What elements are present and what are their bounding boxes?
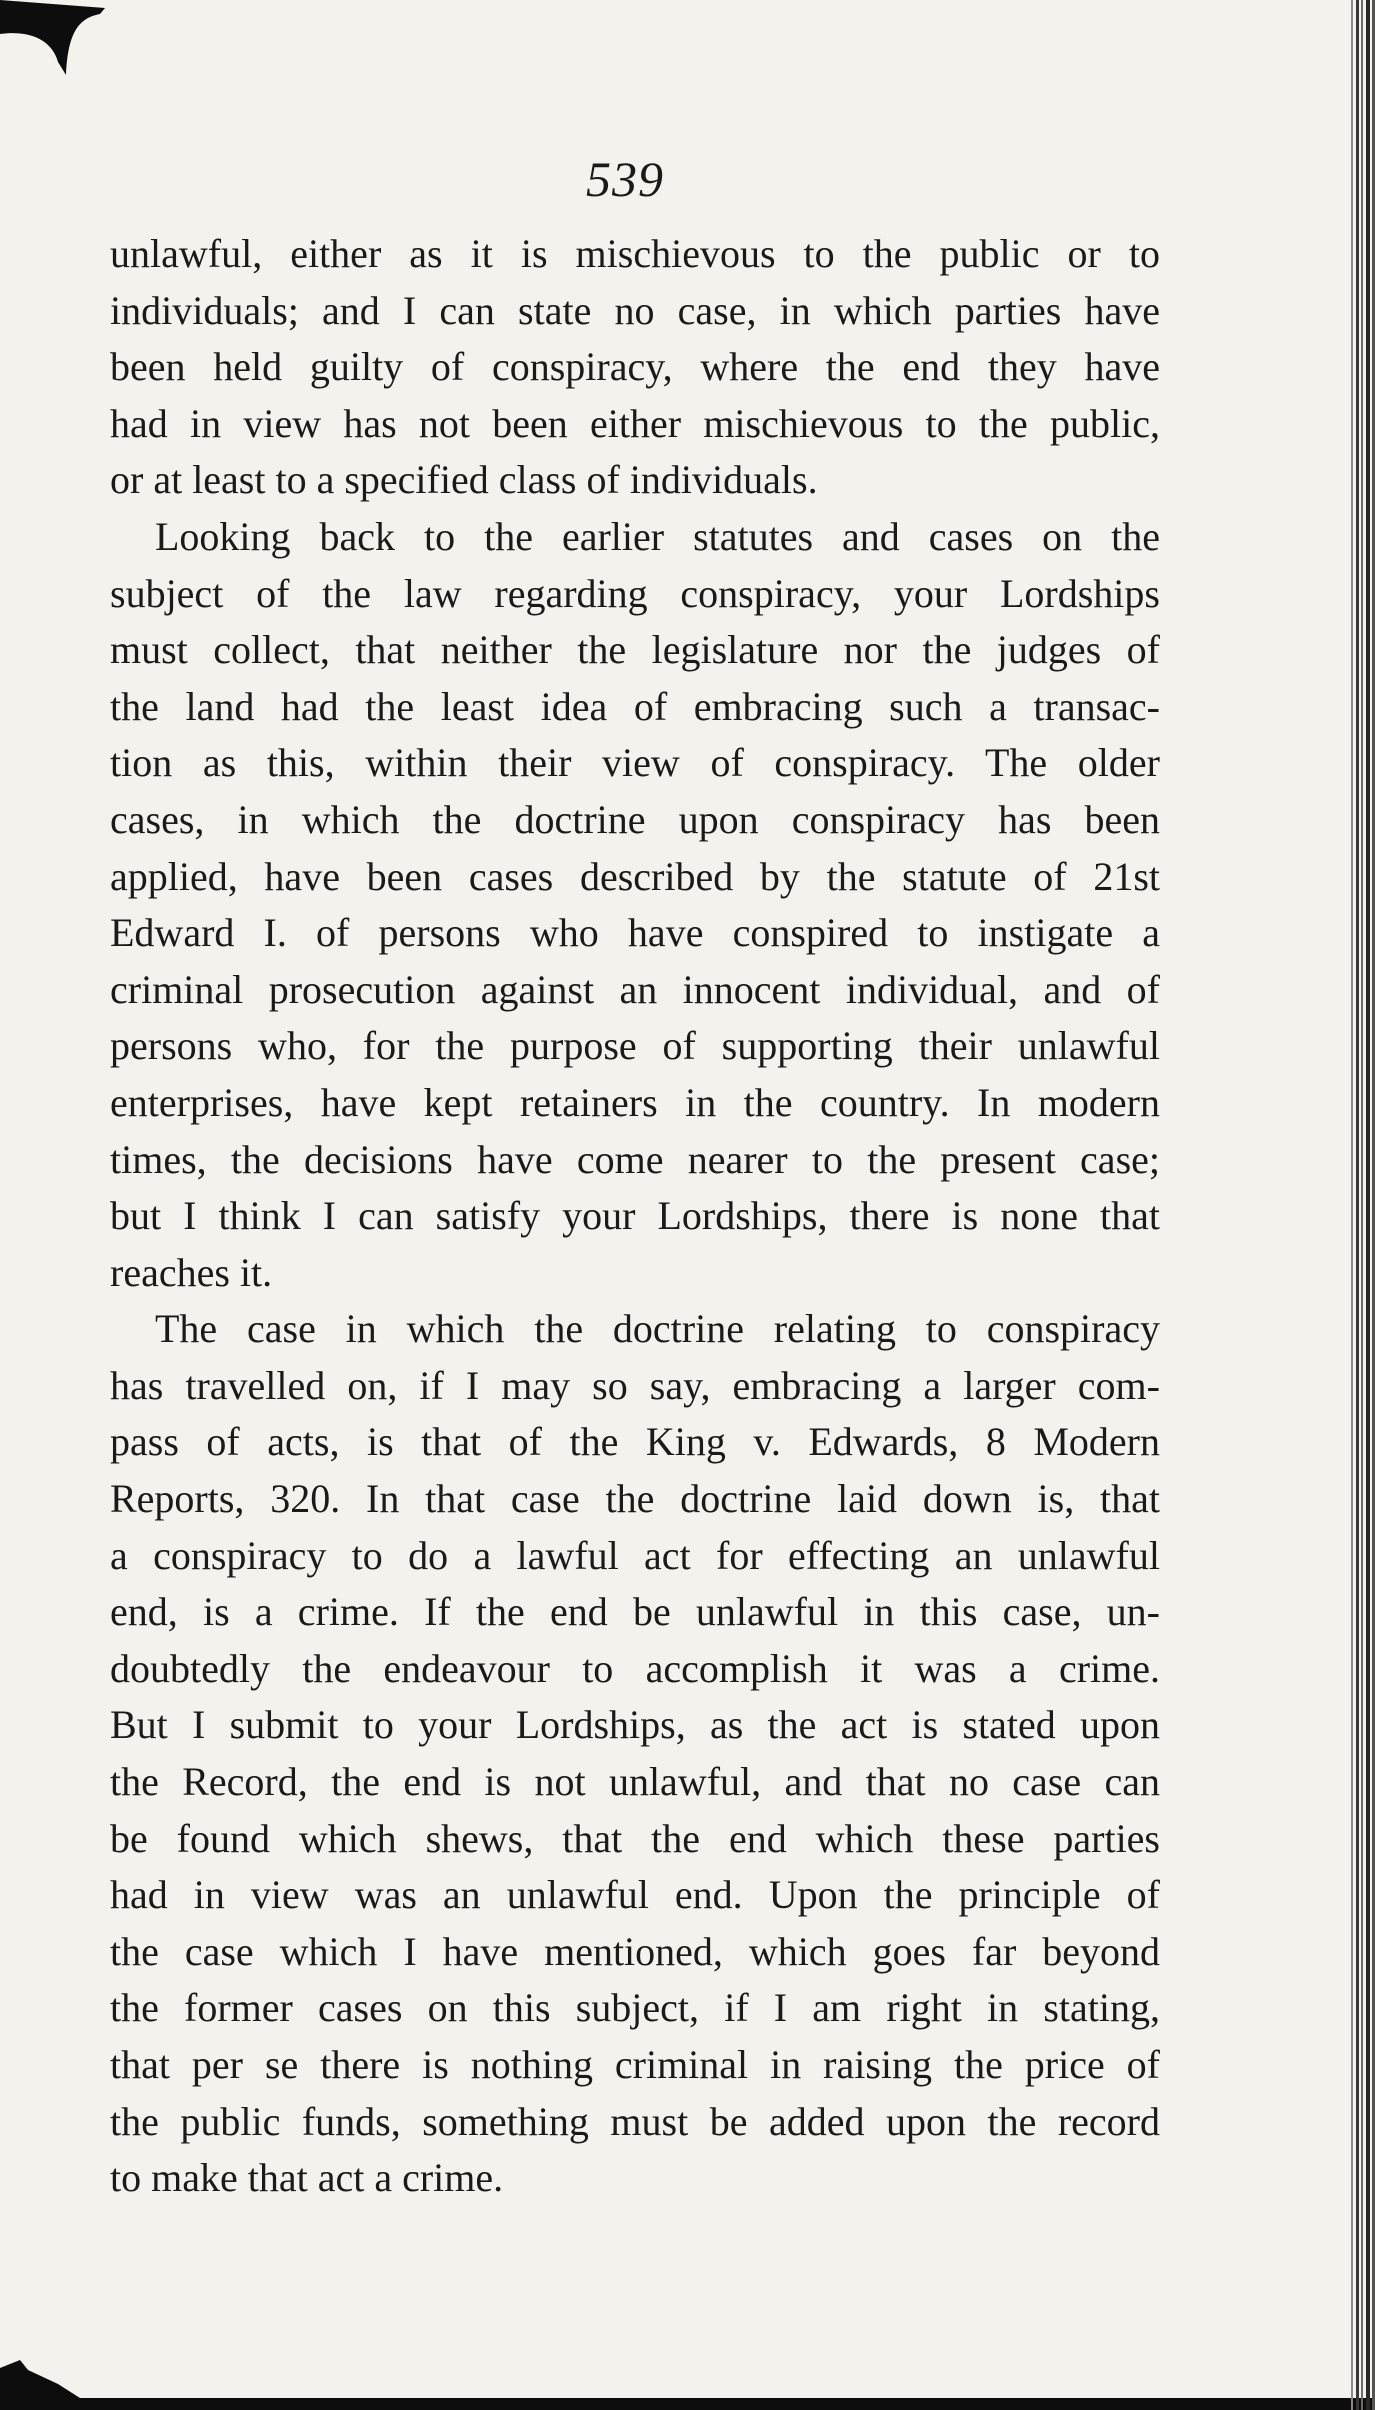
text-line: cases, in which the doctrine upon conspiracy has been — [110, 796, 1160, 842]
text-line: unlawful, either as it is mischievous to the public or to — [110, 231, 1160, 276]
text-line: doubtedly the endeavour to accomplish it was a crime. — [110, 1645, 1160, 1691]
corner-bracket-mark — [0, 0, 110, 80]
text-line: the Record, the end is not unlawful, and that no case can — [110, 1759, 1160, 1805]
text-line: be found which shews, that the end which these parties — [110, 1815, 1160, 1861]
text-line: persons who, for the purpose of supporting their unlawful — [110, 1023, 1160, 1069]
text-line: times, the decisions have come nearer to the present case; — [110, 1136, 1160, 1182]
text-line: a conspiracy to do a lawful act for effecting an unlawful — [110, 1532, 1160, 1578]
text-line: enterprises, have kept retainers in the country. In modern — [110, 1079, 1160, 1125]
text-line: or at least to a specified class of individuals. — [110, 457, 818, 503]
text-line: been held guilty of conspiracy, where the end they have — [110, 344, 1160, 390]
text-line: reaches it. — [110, 1249, 273, 1295]
text-line: had in view has not been either mischievous to the public, — [110, 400, 1160, 446]
text-line: but I think I can satisfy your Lordships, there is none that — [110, 1193, 1160, 1239]
text-line: applied, have been cases described by the statute of 21st — [110, 853, 1160, 899]
text-line: criminal prosecution against an innocent individual, and of — [110, 966, 1160, 1012]
text-line: pass of acts, is that of the King v. Edwards, 8 Modern — [110, 1419, 1160, 1465]
text-line: Looking back to the earlier statutes and cases on the — [155, 513, 1160, 559]
text-line: Reports, 320. In that case the doctrine laid down is, that — [110, 1476, 1160, 1522]
text-line: must collect, that neither the legislature nor the judges of — [110, 627, 1160, 673]
text-line: to make that act a crime. — [110, 2155, 504, 2201]
text-line: that per se there is nothing criminal in raising the price of — [110, 2042, 1160, 2087]
text-line: the former cases on this subject, if I am right in stating, — [110, 1985, 1160, 2031]
text-line: the public funds, something must be added upon the record — [110, 2098, 1160, 2144]
text-line: The case in which the doctrine relating to conspiracy — [155, 1306, 1160, 1352]
text-line: has travelled on, if I may so say, embracing a larger com- — [110, 1362, 1160, 1408]
body-text — [110, 226, 1160, 2207]
page-right-edge — [1347, 0, 1375, 2410]
bottom-edge-rule — [0, 2320, 1375, 2410]
text-line: Edward I. of persons who have conspired to instigate a — [110, 910, 1160, 956]
text-line: end, is a crime. If the end be unlawful in this case, un- — [110, 1589, 1160, 1635]
text-line: the land had the least idea of embracing such a transac- — [110, 683, 1160, 729]
text-line: But I submit to your Lordships, as the act is stated upon — [110, 1702, 1160, 1748]
text-line: had in view was an unlawful end. Upon the principle of — [110, 1872, 1160, 1918]
text-line: tion as this, within their view of conspiracy. The older — [110, 740, 1160, 786]
page-number: 539 — [586, 151, 664, 207]
text-line: the case which I have mentioned, which goes far beyond — [110, 1928, 1160, 1974]
text-line: subject of the law regarding conspiracy, your Lordships — [110, 570, 1160, 616]
text-line: individuals; and I can state no case, in which parties have — [110, 287, 1160, 333]
